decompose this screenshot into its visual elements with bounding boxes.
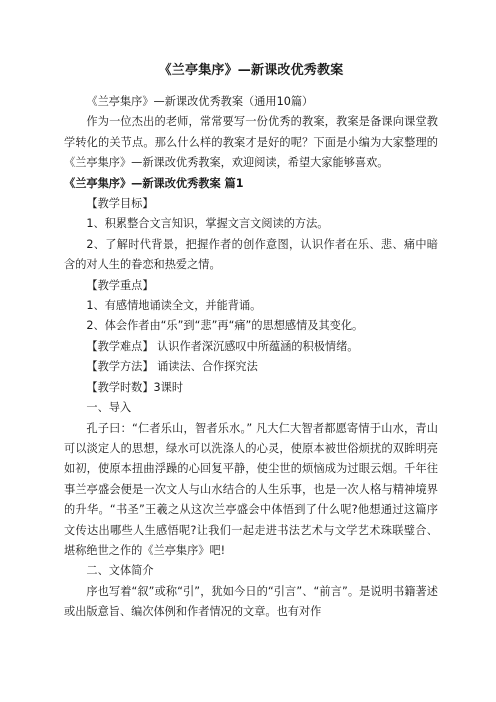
paragraph: 1、积累整合文言知识，掌握文言文阅读的方法。 (86, 217, 329, 231)
paragraph: 二、文体简介 (86, 564, 154, 578)
document-title: 《兰亭集序》—新课改优秀教案 (158, 63, 344, 78)
paragraph: 孔子曰：“仁者乐山，智者乐水。” 凡大仁大智者都愿寄情于山水，青山可以淡定人的思想，绿水可以洗涤人的心灵，使原本被世俗烦扰的双眸明亮如初，使原本扭曲浮躁的心回复平静，使尘世的烦恼成为过眼云烟。千年往事兰亭盛会便是一次文人与山水结合的人生乐事，也是一次人格与精神境界的升华。“书圣”王羲之从这次兰亭盛会中体悟到了什么呢?他想通过这篇序文传达出哪些人生感悟呢?让我们一起走进书法艺术与文学艺术珠联璧合、堪称绝世之作的《兰亭集序》吧! (64, 421, 438, 557)
paragraph: 作为一位杰出的老师，常常要写一份优秀的教案，教案是备课向课堂教学转化的关节点。那么什么样的教案才是好的呢？下面是小编为大家整理的《兰亭集序》—新课改优秀教案，欢迎阅读，希望大家能够喜欢。 (64, 115, 438, 170)
paragraph: 2、了解时代背景，把握作者的创作意图，认识作者在乐、悲、痛中暗含的对人生的眷恋和热爱之情。 (64, 237, 438, 272)
paragraph: 2、体会作者由“乐”到“悲”再“痛”的思想感情及其变化。 (86, 319, 364, 333)
paragraph: 【教学难点】 认识作者深沉感叹中所蕴涵的积极情绪。 (86, 339, 359, 353)
paragraph: 1、有感情地诵读全文，并能背诵。 (86, 299, 262, 313)
paragraph: 序也写着“叙”或称“引”，犹如今日的“引言”、“前言”。是说明书籍著述或出版意旨、编次体例和作者情况的文章。也有对作 (64, 584, 438, 619)
paragraph: 一、导入 (86, 401, 132, 415)
paragraph: 【教学时数】3课时 (86, 380, 184, 394)
paragraph: 【教学目标】 (86, 197, 154, 211)
paragraph: 【教学方法】 诵读法、合作探究法 (86, 360, 258, 374)
section-heading: 《兰亭集序》—新课改优秀教案 篇1 (64, 176, 244, 190)
paragraph: 《兰亭集序》—新课改优秀教案（通用10篇） (86, 95, 314, 108)
document-body (64, 92, 438, 623)
paragraph: 【教学重点】 (86, 278, 154, 292)
